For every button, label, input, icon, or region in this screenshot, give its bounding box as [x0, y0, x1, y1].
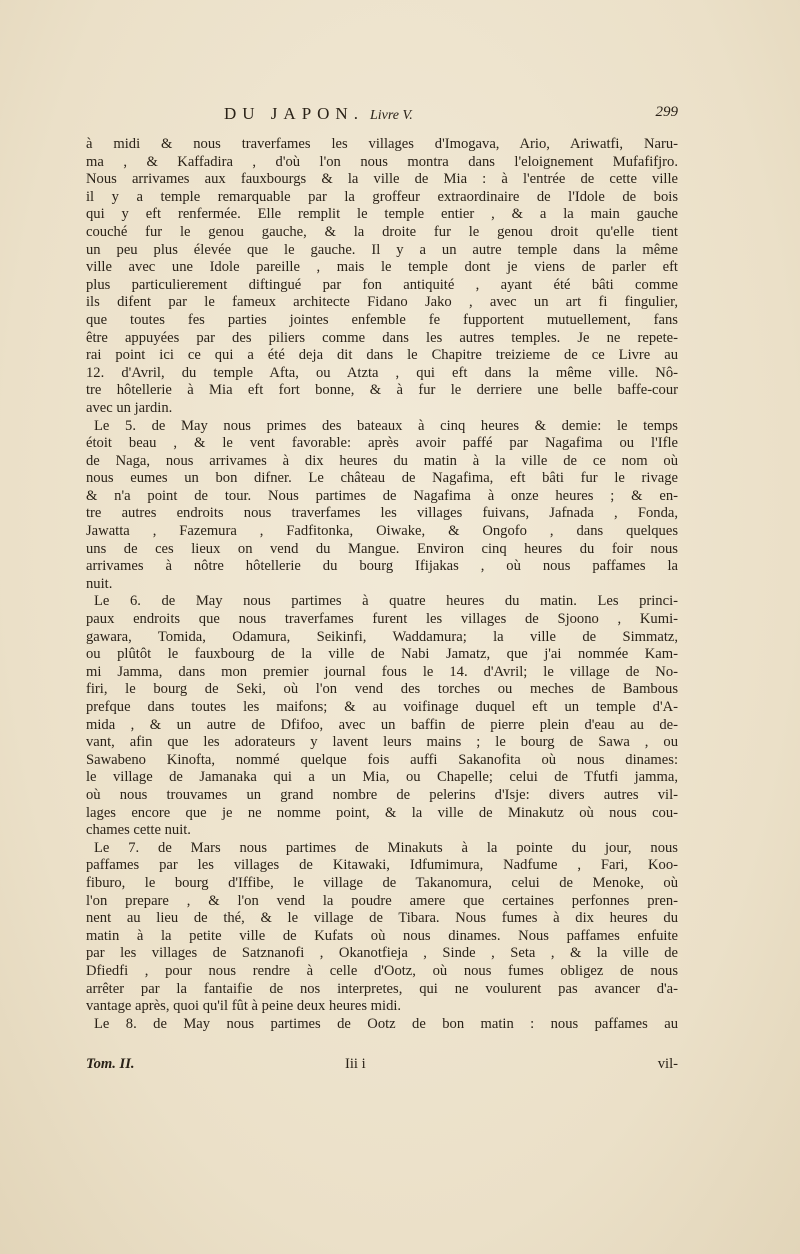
text-line: nent au lieu de thé, & le village de Tibara. Nous fumes à dix heures du — [86, 910, 678, 927]
text-line: un peu plus élevée que le gauche. Il y a un autre temple dans la même — [86, 241, 678, 258]
page-footer — [86, 1056, 678, 1076]
text-line: paux endroits que nous traverfames furent les villages de Sjoono , Kumi- — [86, 611, 678, 628]
text-line: fiburo, le bourg d'Iffibe, le village de Takanomura, celui de Menoke, où — [86, 874, 678, 891]
volume-label: Tom. II. — [86, 1056, 135, 1072]
running-title-text: DU JAPON. — [224, 104, 364, 123]
text-line: être appuyées par des piliers comme dans les autres temples. Je ne repete- — [86, 329, 678, 346]
text-line: ou plûtôt le fauxbourg de la ville de Nabi Jamatz, que j'ai nommée Kam- — [86, 646, 678, 663]
text-line: chames cette nuit. — [86, 822, 191, 839]
signature-mark: Iii i — [345, 1056, 366, 1072]
text-line: le village de Jamanaka qui a un Mia, ou Chapelle; celui de Tfutfi jamma, — [86, 769, 678, 786]
text-line: lages encore que je ne nomme point, & la ville de Minakutz où nous cou- — [86, 804, 678, 821]
book-label: Livre V. — [369, 108, 413, 123]
text-line: paffames par les villages de Kitawaki, Idfumimura, Nadfume , Fari, Koo- — [86, 857, 678, 874]
text-line: matin à la petite ville de Kufats où nous dinames. Nous paffames enfuite — [86, 927, 678, 944]
text-line: arrêter par la fantaifie de nos interpretes, qui ne voulurent pas avancer d'a- — [86, 980, 678, 997]
text-line: uns de ces lieux on vend du Mangue. Environ cinq heures du foir nous — [86, 540, 678, 557]
text-line: arrivames à nôtre hôtellerie du bourg Ifijakas , où nous paffames la — [86, 558, 678, 575]
text-line: de Naga, nous arrivames à dix heures du matin à la ville de ce nom où — [86, 452, 678, 469]
text-line: où nous trouvames un grand nombre de pelerins d'Isje: divers autres vil- — [86, 786, 678, 803]
text-line: que toutes fes parties jointes enfemble fe fupportent mutuellement, fans — [86, 311, 678, 328]
text-line: à midi & nous traverfames les villages d'Imogava, Ario, Ariwatfi, Naru- — [86, 136, 678, 152]
text-line: nous eumes un bon difner. Le château de Nagafima, eft bâti fur le rivage — [86, 470, 678, 487]
text-line: Le 8. de May nous partimes de Ootz de bon matin : nous paffames au — [94, 1015, 678, 1032]
text-line: tre hôtellerie à Mia eft fort bonne, & à fur le derriere une belle baffe-cour — [86, 382, 678, 399]
text-line: Le 5. de May nous primes des bateaux à cinq heures & demie: le temps — [94, 417, 678, 434]
page-number: 299 — [655, 104, 678, 120]
text-line: qui y eft renfermée. Elle remplit le temple entier , & a la main gauche — [86, 206, 678, 223]
text-line: plus particulierement diftingué par fon antiquité , ayant été bâti comme — [86, 276, 678, 293]
text-line: Le 6. de May nous partimes à quatre heures du matin. Les princi- — [94, 593, 678, 610]
text-line: prefque dans toutes les maifons; & au voifinage duquel eft un temple d'A- — [86, 699, 678, 715]
text-line: tre autres endroits nous traverfames les villages fuivans, Jafnada , Fonda, — [86, 505, 678, 522]
page-header — [86, 104, 678, 130]
text-line: il y a temple remarquable par la groffeur extraordinaire de l'Idole de bois — [86, 188, 678, 205]
text-line: ma , & Kaffadira , d'où l'on nous montra dans l'eloignement Mufafifjro. — [86, 153, 678, 170]
running-title — [224, 104, 413, 124]
text-line: ils difent par le fameux architecte Fidano Jako , avec un art fi fingulier, — [86, 294, 678, 311]
body-text — [86, 136, 678, 1033]
text-line: Dfiedfi , pour nous rendre à celle d'Ootz, où nous fumes obligez de nous — [86, 962, 678, 979]
text-line: vantage après, quoi qu'il fût à peine deux heures midi. — [86, 998, 402, 1015]
text-line: étoit beau , & le vent favorable: après avoir paffé par Nagafima ou l'Ifle — [86, 435, 678, 452]
text-line: mi Jamma, dans mon premier journal fous le 14. d'Avril; le village de No- — [86, 663, 678, 680]
text-line: vant, afin que les adorateurs y lavent leurs mains ; le bourg de Sawa , ou — [86, 734, 678, 751]
text-line: Sawabeno Kinofta, nommé quelque fois auffi Sakanofita où nous dinames: — [86, 751, 678, 768]
text-line: mida , & un autre de Dfifoo, avec un baffin de pierre plein d'eau au de- — [86, 716, 678, 733]
text-line: Le 7. de Mars nous partimes de Minakuts à la pointe du jour, nous — [94, 839, 678, 856]
text-line: nuit. — [86, 575, 113, 592]
text-line: avec un jardin. — [86, 399, 173, 416]
catchword: vil- — [657, 1056, 678, 1072]
text-line: & n'a point de tour. Nous partimes de Nagafima à onze heures ; & en- — [86, 487, 678, 504]
text-line: ville avec une Idole pareille , mais le temple dont je viens de parler eft — [86, 259, 678, 276]
text-line: Nous arrivames aux fauxbourgs & la ville de Mia : à l'entrée de cette ville — [86, 171, 678, 188]
text-line: gawara, Tomida, Odamura, Seikinfi, Waddamura; la ville de Simmatz, — [86, 628, 678, 645]
text-line: firi, le bourg de Seki, où l'on vend des torches ou meches de Bambous — [86, 681, 678, 698]
text-line: rai point ici ce qui a été deja dit dans le Chapitre treizieme de ce Livre au — [86, 347, 678, 364]
text-line: par les villages de Satznanofi , Okanotfieja , Sinde , Seta , & la ville de — [86, 945, 678, 962]
text-line: couché fur le genou gauche, & la droite fur le genou droit qu'elle tient — [86, 223, 678, 240]
text-line: l'on prepare , & l'on vend la poudre amere que certaines perfonnes pren- — [86, 892, 678, 909]
text-line: 12. d'Avril, du temple Afta, ou Atzta , qui eft dans la même ville. Nô- — [86, 364, 678, 381]
text-line: Jawatta , Fazemura , Fadfitonka, Oiwake, & Ongofo , dans quelques — [86, 523, 678, 540]
